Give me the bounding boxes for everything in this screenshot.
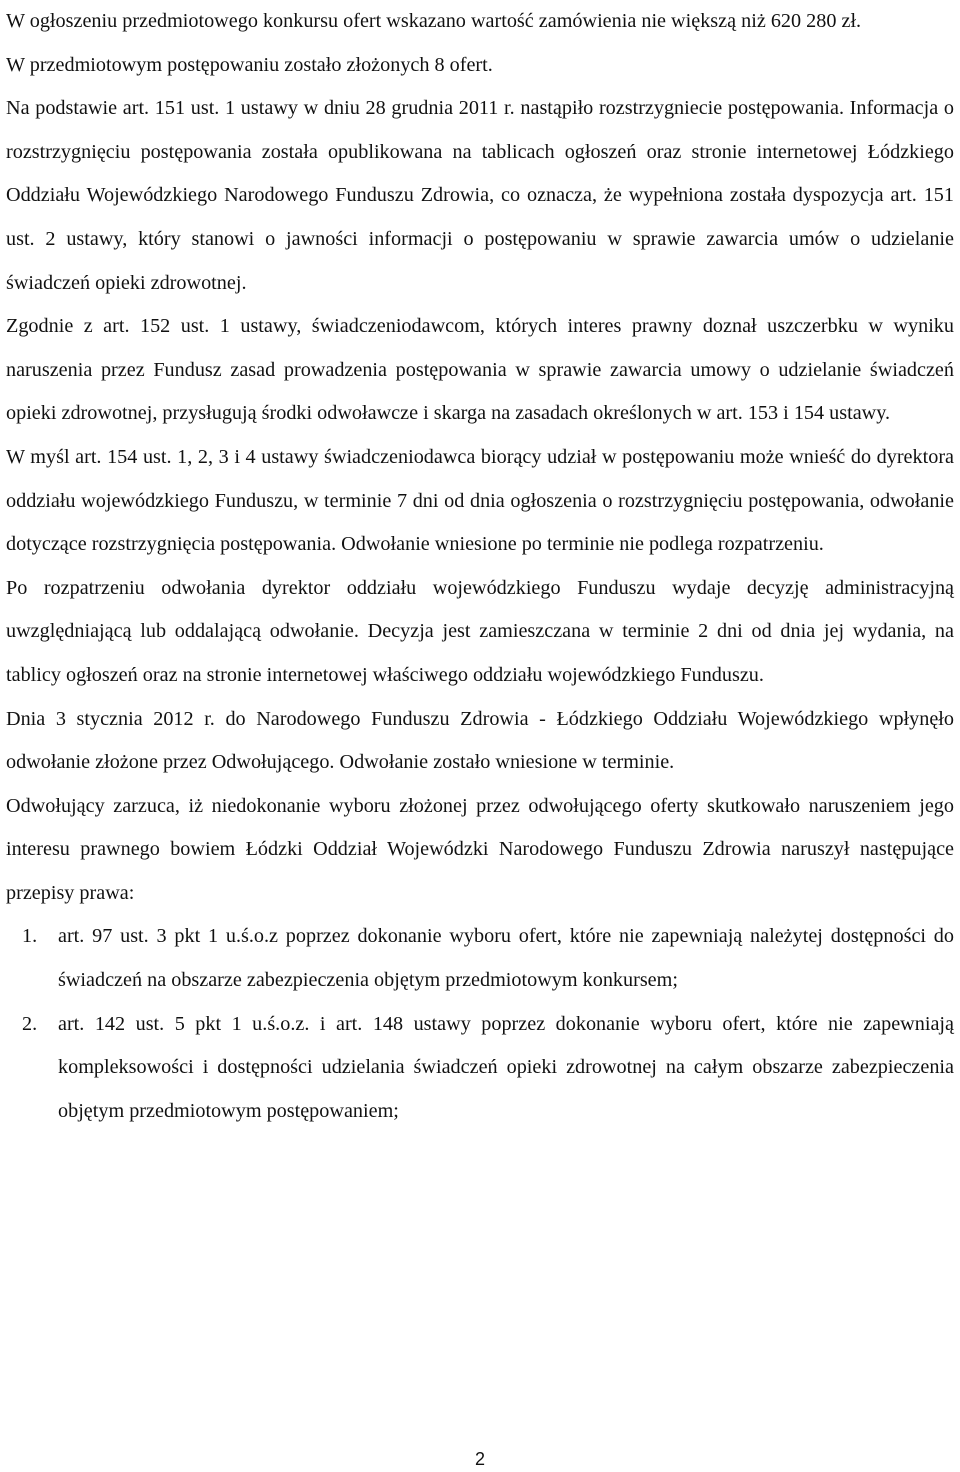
document-page	[6, 0, 954, 1133]
list-item-text: art. 142 ust. 5 pkt 1 u.ś.o.z. i art. 148 ustawy poprzez dokonanie wyboru ofert, które nie zapewniają kompleksowości i dostępności udzielania świadczeń opieki zdrowotnej na całym obszarze zabezpieczenia objętym przedmiotowym postępowaniem;	[58, 1012, 954, 1122]
list-item	[6, 1003, 954, 1134]
list-item	[6, 915, 954, 1002]
page-number: 2	[474, 1449, 485, 1469]
list-item-number: 1.	[22, 925, 38, 948]
list-item-text: art. 97 ust. 3 pkt 1 u.ś.o.z poprzez dokonanie wyboru ofert, które nie zapewniają należytej dostępności do świadczeń na obszarze zabezpieczenia objętym przedmiotowym konkursem;	[58, 925, 954, 992]
paragraph-order-value: W ogłoszeniu przedmiotowego konkursu ofert wskazano wartość zamówienia nie większą niż 620 280 zł.	[6, 10, 862, 32]
paragraph-appellant-claims: Odwołujący zarzuca, iż niedokonanie wyboru złożonej przez odwołującego oferty skutkowało naruszeniem jego interesu prawnego bowiem Łódzki Oddział Wojewódzki Narodowego Funduszu Zdrowia naruszył następujące przepisy prawa:	[6, 794, 954, 904]
paragraph-appeal-decision: Po rozpatrzeniu odwołania dyrektor oddziału wojewódzkiego Funduszu wydaje decyzję administracyjną uwzględniającą lub oddalającą odwołanie. Decyzja jest zamieszczana w terminie 2 dni od dnia jej wydania, na tablicy ogłoszeń oraz na stronie internetowej właściwego oddziału wojewódzkiego Funduszu.	[6, 576, 954, 686]
paragraph-appeal-received: Dnia 3 stycznia 2012 r. do Narodowego Funduszu Zdrowia - Łódzkiego Oddziału Wojewódzkiego wpłynęło odwołanie złożone przez Odwołującego. Odwołanie zostało wniesione w terminie.	[6, 707, 954, 774]
paragraph-appeal-rules: W myśl art. 154 ust. 1, 2, 3 i 4 ustawy świadczeniodawca biorący udział w postępowaniu może wnieść do dyrektora oddziału wojewódzkiego Funduszu, w terminie 7 dni od dnia ogłoszenia o rozstrzygnięciu postępowania, odwołanie dotyczące rozstrzygnięcia postępowania. Odwołanie wniesione po terminie nie podlega rozpatrzeniu.	[6, 445, 954, 556]
paragraph-offers-count: W przedmiotowym postępowaniu zostało złożonych 8 ofert.	[6, 53, 493, 76]
violations-list	[6, 915, 954, 1133]
paragraph-legal-remedies: Zgodnie z art. 152 ust. 1 ustawy, świadczeniodawcom, których interes prawny doznał uszczerbku w wyniku naruszenia przez Fundusz zasad prowadzenia postępowania w sprawie zawarcia umowy o udzielanie świadczeń opieki zdrowotnej, przysługują środki odwoławcze i skarga na zasadach określonych w art. 153 i 154 ustawy.	[6, 315, 954, 425]
list-item-number: 2.	[22, 1012, 38, 1035]
paragraph-resolution: Na podstawie art. 151 ust. 1 ustawy w dniu 28 grudnia 2011 r. nastąpiło rozstrzygniecie postępowania. Informacja o rozstrzygnięciu postępowania została opublikowana na tablicach ogłoszeń oraz stronie internetowej Łódzkiego Oddziału Wojewódzkiego Narodowego Funduszu Zdrowia, co oznacza, że wypełniona została dyspozycja art. 151 ust. 2 ustawy, który stanowi o jawności informacji o postępowaniu w sprawie zawarcia umów o udzielanie świadczeń opieki zdrowotnej.	[6, 97, 954, 294]
